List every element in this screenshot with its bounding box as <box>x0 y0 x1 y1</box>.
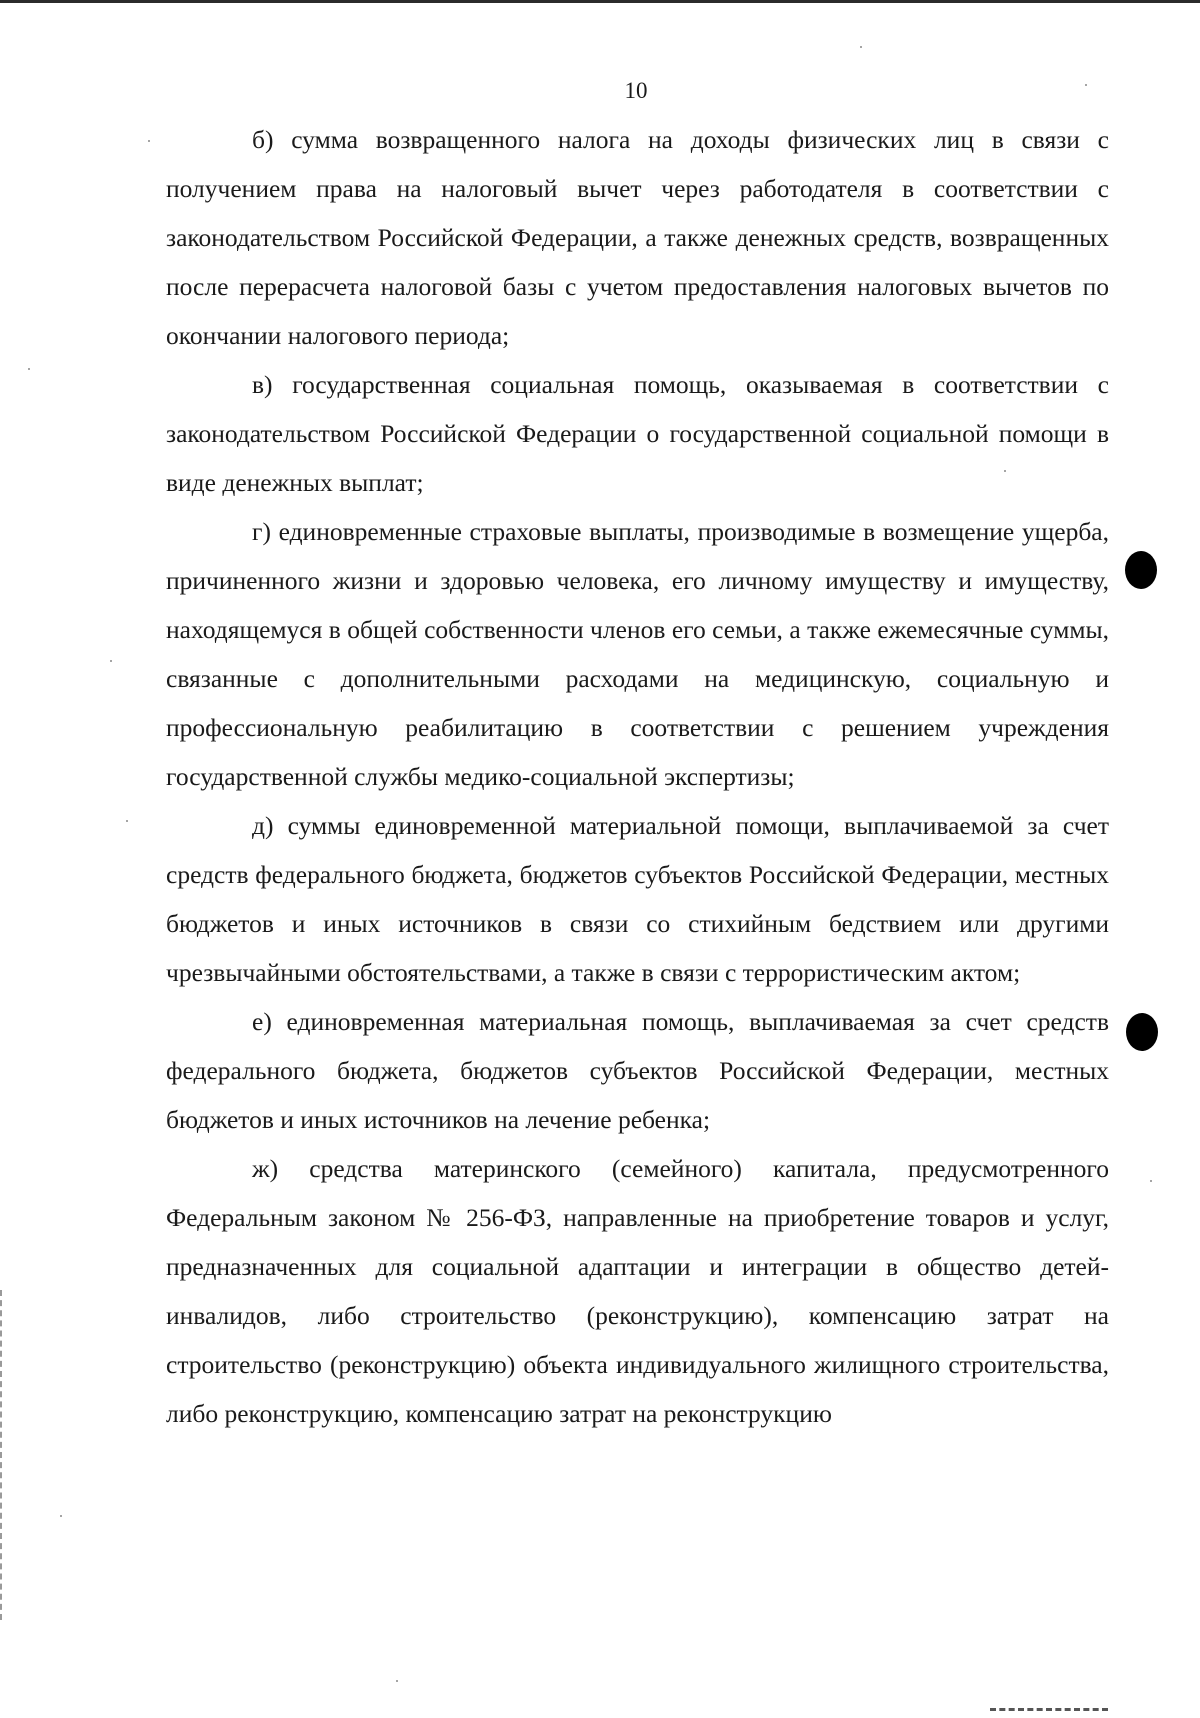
paragraph-zh: ж) средства материнского (семейного) капитала, предусмотренного Федеральным законом № 256-ФЗ, направленные на приобретение товаров и услуг, предназначенных для социальной адаптации и интеграции в общество детей-инвалидов, либо строительство (реконструкцию), компенсацию затрат на строительство (реконструкцию) объекта индивидуального жилищного строительства, либо реконструкцию, компенсацию затрат на реконструкцию <box>166 1154 1109 1428</box>
paragraph-d: д) суммы единовременной материальной помощи, выплачиваемой за счет средств федерального бюджета, бюджетов субъектов Российской Федерации, местных бюджетов и иных источников в связи со стихийным бедствием или другими чрезвычайными обстоятельствами, а также в связи с террористическим актом; <box>166 811 1109 987</box>
scan-speck <box>1150 1180 1152 1182</box>
paragraph-e: е) единовременная материальная помощь, выплачиваемая за счет средств федерального бюджета, бюджетов субъектов Российской Федерации, местных бюджетов и иных источников на лечение ребенка; <box>166 1007 1109 1134</box>
hole-punch-mark <box>1126 1013 1158 1051</box>
scan-speck <box>1004 470 1006 472</box>
scan-speck <box>60 1515 62 1517</box>
scan-speck <box>1085 84 1087 86</box>
scan-speck <box>110 660 112 662</box>
scan-speck <box>396 1680 398 1682</box>
scan-top-edge <box>0 0 1200 3</box>
hole-punch-mark <box>1125 551 1157 589</box>
scan-speck <box>860 46 862 48</box>
paragraph-g: г) единовременные страховые выплаты, производимые в возмещение ущерба, причиненного жизни и здоровью человека, его личному имуществу и имуществу, находящемуся в общей собственности членов его семьи, а также ежемесячные суммы, связанные с дополнительными расходами на медицинскую, социальную и профессиональную реабилитацию в соответствии с решением учреждения государственной службы медико-социальной экспертизы; <box>166 517 1109 791</box>
scan-speck <box>148 140 150 142</box>
document-body <box>166 115 1109 1438</box>
paragraph-v: в) государственная социальная помощь, оказываемая в соответствии с законодательством Российской Федерации о государственной социальной помощи в виде денежных выплат; <box>166 370 1109 497</box>
scan-speck <box>28 368 30 370</box>
page-number: 10 <box>624 78 648 103</box>
scan-bottom-rule <box>990 1708 1108 1714</box>
paragraph-b: б) сумма возвращенного налога на доходы физических лиц в связи с получением права на налоговый вычет через работодателя в соответствии с законодательством Российской Федерации, а также денежных средств, возвращенных после перерасчета налоговой базы с учетом предоставления налоговых вычетов по окончании налогового периода; <box>166 125 1109 350</box>
scan-speck <box>126 820 128 822</box>
scan-left-edge <box>0 1290 4 1620</box>
